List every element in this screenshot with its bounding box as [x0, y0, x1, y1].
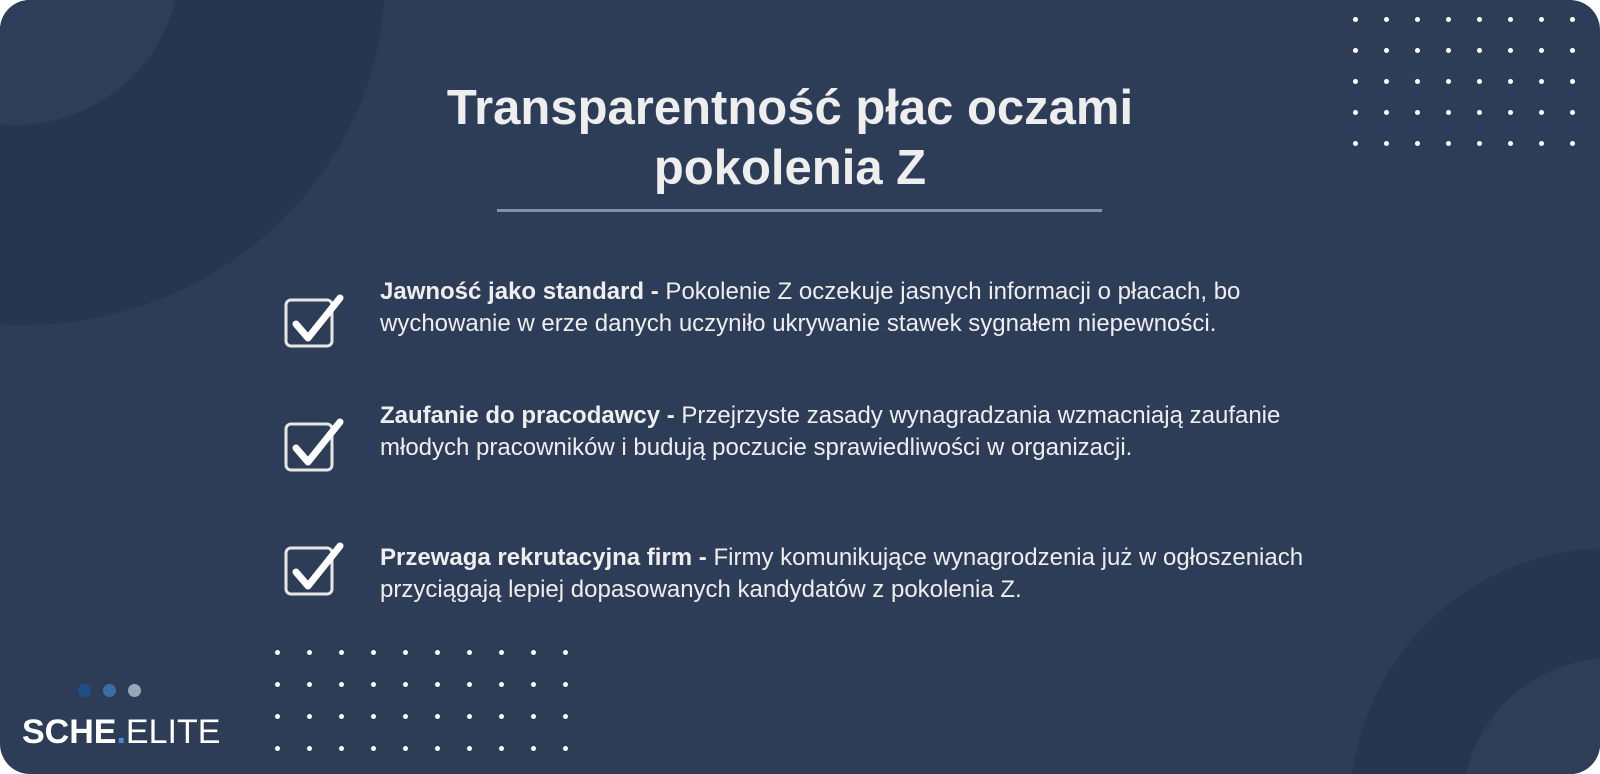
title-line-2: pokolenia Z [653, 141, 927, 195]
decorative-dot [307, 650, 312, 655]
decorative-dot [1353, 48, 1358, 53]
decorative-dot [1539, 141, 1544, 146]
checkbox-checked-icon [284, 418, 350, 484]
decorative-dot [1508, 17, 1513, 22]
decorative-dot [339, 682, 344, 687]
logo-dot [78, 684, 91, 697]
decorative-dot [467, 746, 472, 751]
decorative-dot [1477, 110, 1482, 115]
decorative-dot [1415, 48, 1420, 53]
decorative-dot [339, 650, 344, 655]
decorative-dot [371, 714, 376, 719]
decorative-dot [1539, 79, 1544, 84]
decorative-dot [435, 714, 440, 719]
decorative-dot [403, 746, 408, 751]
decorative-dot [1384, 79, 1389, 84]
decorative-dot [1446, 110, 1451, 115]
title-divider [497, 209, 1102, 212]
decorative-dot [1477, 79, 1482, 84]
decorative-dot [339, 714, 344, 719]
decorative-dot [435, 650, 440, 655]
item-text: Firmy komunikujące wynagrodzenia już w ogłoszeniach przyciągają lepiej dopasowanych kandydatów z pokolenia Z. [380, 544, 1304, 603]
decorative-dot [1446, 141, 1451, 146]
decorative-dot [1539, 110, 1544, 115]
decorative-dot [403, 714, 408, 719]
decorative-dot [499, 650, 504, 655]
decorative-dot [1570, 110, 1575, 115]
decorative-dot [435, 746, 440, 751]
decorative-dot [1508, 141, 1513, 146]
logo-dot [103, 684, 116, 697]
decorative-dot [1570, 141, 1575, 146]
checkbox-checked-icon [284, 542, 350, 608]
decorative-dot [1446, 48, 1451, 53]
decorative-dot [339, 746, 344, 751]
decorative-dot [531, 746, 536, 751]
logo-part-sche: SCHE [22, 713, 117, 751]
decorative-dot [371, 650, 376, 655]
decorative-dot [1415, 110, 1420, 115]
decorative-dot [1570, 17, 1575, 22]
page-title [360, 78, 1220, 198]
logo-dot-separator: . [116, 713, 126, 751]
list-item [380, 276, 1360, 340]
decorative-dot [1384, 141, 1389, 146]
decorative-dot [1477, 17, 1482, 22]
decorative-dot [1539, 17, 1544, 22]
item-heading: Przewaga rekrutacyjna firm - [380, 544, 707, 571]
decorative-dot [1415, 79, 1420, 84]
decorative-dot [1477, 141, 1482, 146]
list-item [380, 400, 1360, 464]
decorative-dot [1415, 141, 1420, 146]
decorative-dot [531, 714, 536, 719]
decorative-dot [307, 682, 312, 687]
logo-dot [128, 684, 141, 697]
decorative-dot [563, 682, 568, 687]
brand-logo [22, 712, 220, 752]
decorative-dot [275, 746, 280, 751]
decorative-dot [499, 714, 504, 719]
list-item [380, 542, 1360, 606]
decorative-dot [1539, 48, 1544, 53]
item-text: Przejrzyste zasady wynagradzania wzmacniają zaufanie młodych pracowników i budują poczucie sprawiedliwości w organizacji. [380, 402, 1281, 461]
decorative-dot [1570, 48, 1575, 53]
decorative-dot [563, 746, 568, 751]
decorative-dot [1477, 48, 1482, 53]
decorative-dot-grid-top-right [1353, 17, 1575, 146]
decorative-dot-grid-bottom [275, 650, 568, 751]
decorative-dot [1353, 141, 1358, 146]
decorative-dot [1446, 17, 1451, 22]
decorative-dot [1415, 17, 1420, 22]
decorative-dot [1384, 17, 1389, 22]
decorative-dot [467, 682, 472, 687]
item-heading: Zaufanie do pracodawcy - [380, 402, 675, 429]
decorative-dot [499, 746, 504, 751]
decorative-dot [1384, 110, 1389, 115]
decorative-dot [531, 650, 536, 655]
item-heading: Jawność jako standard - [380, 278, 659, 305]
decorative-dot [403, 650, 408, 655]
title-line-1: Transparentność płac oczami [446, 81, 1134, 135]
decorative-dot [1353, 17, 1358, 22]
decorative-dot [563, 714, 568, 719]
decorative-dot [467, 714, 472, 719]
decorative-dot [1384, 48, 1389, 53]
decorative-dot [275, 682, 280, 687]
decorative-dot [1508, 48, 1513, 53]
decorative-dot [1446, 79, 1451, 84]
decorative-dot [275, 714, 280, 719]
decorative-dot [1508, 110, 1513, 115]
decorative-dot [1508, 79, 1513, 84]
decorative-dot [467, 650, 472, 655]
decorative-dot [1353, 79, 1358, 84]
decorative-dot [563, 650, 568, 655]
decorative-dot [403, 682, 408, 687]
decorative-dot [307, 746, 312, 751]
decorative-dot [1353, 110, 1358, 115]
logo-part-elite: ELITE [125, 713, 221, 751]
decorative-dot [531, 682, 536, 687]
decorative-dot [371, 682, 376, 687]
decorative-dot [307, 714, 312, 719]
decorative-dot [499, 682, 504, 687]
item-text: Pokolenie Z oczekuje jasnych informacji o płacach, bo wychowanie w erze danych uczyniło ukrywanie stawek sygnałem niepewności. [380, 278, 1241, 337]
decorative-dot [1570, 79, 1575, 84]
decorative-dot [371, 746, 376, 751]
decorative-dot [275, 650, 280, 655]
decorative-dot [435, 682, 440, 687]
checkbox-checked-icon [284, 294, 350, 360]
